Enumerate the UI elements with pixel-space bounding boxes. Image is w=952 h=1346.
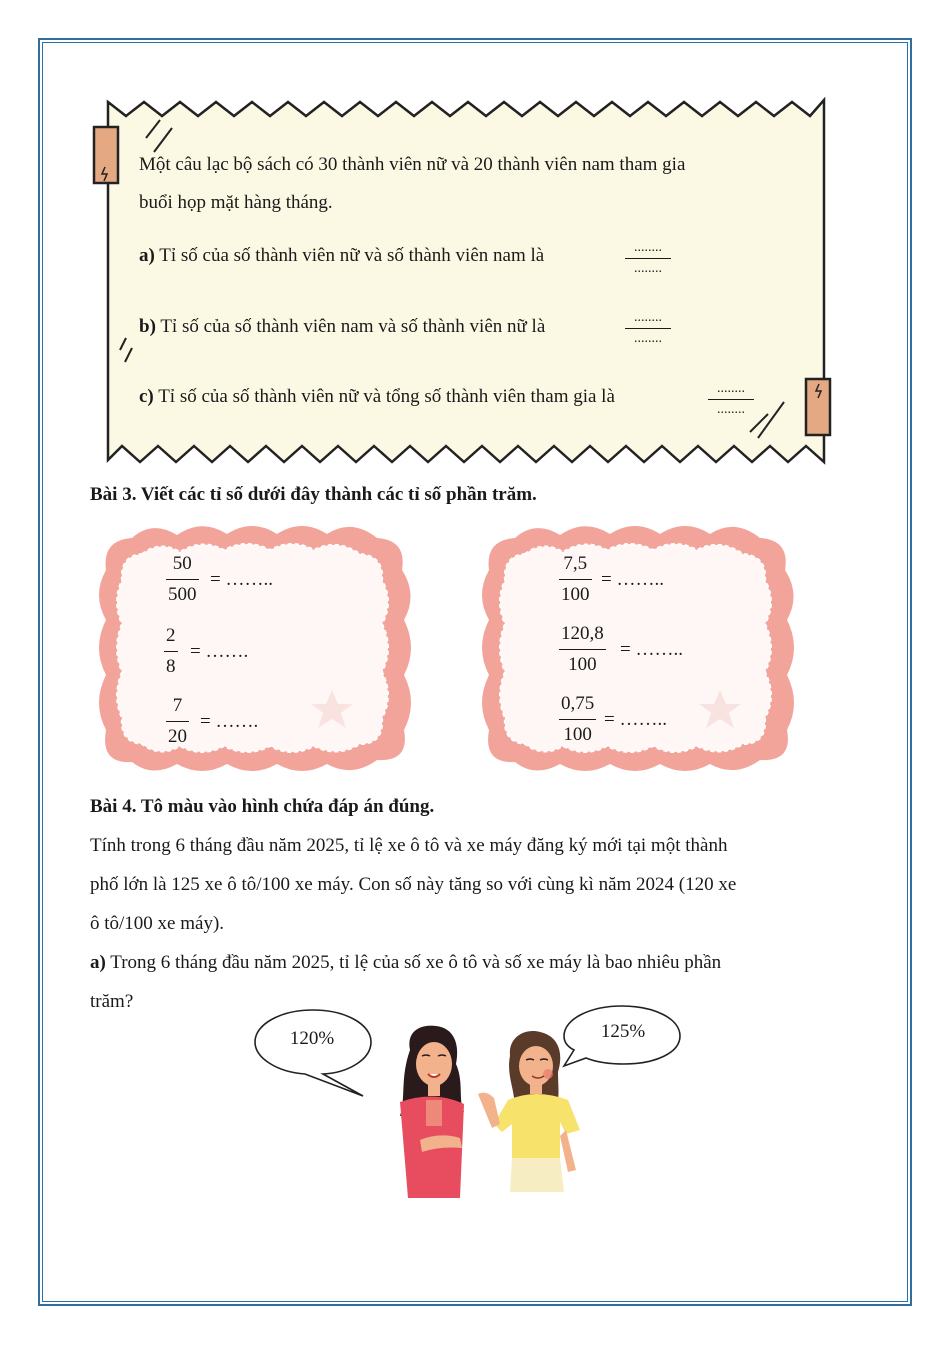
numerator: 120,8: [561, 623, 604, 644]
blank-numerator: ........: [717, 381, 745, 396]
bai4-para-line2: phố lớn là 125 xe ô tô/100 xe máy. Con số này tăng so với cùng kì năm 2024 (120 xe: [90, 874, 737, 895]
answer-bubble-120[interactable]: 120%: [289, 1028, 335, 1049]
bai4-question-line1: [90, 944, 721, 982]
blank-numerator: ........: [634, 240, 662, 255]
answer-right-2[interactable]: = ……..: [620, 639, 683, 660]
numerator: 2: [166, 625, 176, 646]
question-text: Trong 6 tháng đầu năm 2025, tỉ lệ của số xe ô tô và số xe máy là bao nhiêu phần: [110, 952, 722, 973]
numerator: 7: [172, 695, 183, 716]
answer-blank-b[interactable]: [625, 310, 671, 347]
numerator: 7,5: [563, 553, 588, 574]
blank-denominator: ........: [717, 402, 745, 417]
note-intro-line2: buổi họp mặt hàng tháng.: [139, 192, 333, 213]
fraction-right-2: [559, 622, 606, 677]
bai3-title: Bài 3. Viết các tỉ số dưới đây thành các tỉ số phần trăm.: [90, 484, 537, 505]
denominator: 8: [166, 656, 176, 677]
denominator: 100: [568, 654, 597, 675]
girl-right-face: [519, 1046, 553, 1086]
fraction-right-1: [559, 552, 592, 607]
bai4-para-line1: Tính trong 6 tháng đầu năm 2025, tỉ lệ xe ô tô và xe máy đăng ký mới tại một thành: [90, 835, 728, 856]
answer-blank-c[interactable]: [708, 381, 754, 418]
answer-left-2[interactable]: = …….: [190, 641, 249, 662]
blank-denominator: ........: [634, 261, 662, 276]
item-label: c): [139, 386, 154, 407]
cloud-box-left: [92, 520, 418, 780]
answer-left-3[interactable]: = …….: [200, 711, 259, 732]
note-item-c: [139, 378, 615, 416]
girl-left-face: [416, 1042, 452, 1086]
item-text: Tỉ số của số thành viên nữ và tổng số thành viên tham gia là: [158, 386, 615, 407]
note-intro-line1: Một câu lạc bộ sách có 30 thành viên nữ và 20 thành viên nam tham gia: [139, 154, 686, 175]
bai4-question-line2: trăm?: [90, 991, 134, 1012]
denominator: 100: [561, 584, 590, 605]
bai4-title: Bài 4. Tô màu vào hình chứa đáp án đúng.: [90, 796, 435, 817]
answer-left-1[interactable]: = ……..: [210, 569, 273, 590]
numerator: 50: [172, 553, 192, 574]
numerator: 0,75: [561, 693, 595, 714]
item-text: Tỉ số của số thành viên nữ và số thành viên nam là: [159, 245, 545, 266]
bai4-para-line3: ô tô/100 xe máy).: [90, 913, 225, 934]
answer-blank-a[interactable]: [625, 240, 671, 277]
answer-right-1[interactable]: = ……..: [601, 569, 664, 590]
item-label: b): [139, 316, 156, 337]
blank-numerator: ........: [634, 310, 662, 325]
answer-bubble-125[interactable]: 125%: [600, 1021, 646, 1042]
item-text: Tỉ số của số thành viên nam và số thành viên nữ là: [160, 316, 546, 337]
two-girls-illustration: [360, 1020, 600, 1200]
note-item-a: [139, 237, 544, 275]
fraction-left-3: [166, 694, 189, 749]
denominator: 100: [563, 724, 592, 745]
denominator: 500: [168, 584, 197, 605]
blank-denominator: ........: [634, 331, 662, 346]
fraction-left-2: [164, 624, 178, 679]
answer-right-3[interactable]: = ……..: [604, 709, 667, 730]
denominator: 20: [168, 726, 187, 747]
item-label: a): [139, 245, 155, 266]
question-label: a): [90, 952, 106, 973]
note-item-b: [139, 308, 545, 346]
fraction-left-1: [166, 552, 199, 607]
fraction-right-3: [559, 692, 596, 747]
